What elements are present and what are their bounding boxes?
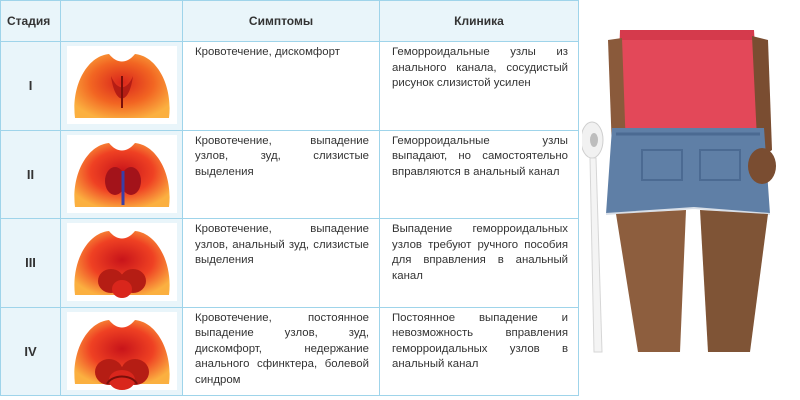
symptoms-cell: Кровотечение, выпадение узлов, зуд, слизистые выделения (183, 130, 380, 219)
table-row (1, 219, 579, 308)
stage-label: IV (1, 307, 61, 396)
symptoms-cell: Кровотечение, дискомфорт (183, 42, 380, 131)
header-illustration (61, 1, 183, 42)
table-row (1, 130, 579, 219)
clinic-cell: Постоянное выпадение и невозможность вправления геморроидальных узлов в анальный канал (380, 307, 579, 396)
header-stage: Стадия (1, 1, 61, 42)
header-symptoms: Симптомы (183, 1, 380, 42)
woman-with-toilet-paper-photo (582, 0, 800, 400)
header-clinic: Клиника (380, 1, 579, 42)
stage-label: I (1, 42, 61, 131)
symptoms-cell: Кровотечение, постоянное выпадение узлов, зуд, дискомфорт, недержание анального сфинктера, болевой синдром (183, 307, 380, 396)
stage-label: III (1, 219, 61, 308)
stage-1-illustration (67, 46, 177, 124)
stage-2-illustration (67, 135, 177, 213)
table-row (1, 307, 579, 396)
table-row (1, 42, 579, 131)
clinic-cell: Геморроидальные узлы выпадают, но самостоятельно вправляются в анальный канал (380, 130, 579, 219)
clinic-cell: Геморроидальные узлы из анального канала, сосудистый рисунок слизистой усилен (380, 42, 579, 131)
symptoms-cell: Кровотечение, выпадение узлов, анальный зуд, слизистые выделения (183, 219, 380, 308)
stage-4-illustration (67, 312, 177, 390)
clinic-cell: Выпадение геморроидальных узлов требуют ручного пособия для вправления в анальный канал (380, 219, 579, 308)
stage-label: II (1, 130, 61, 219)
stage-3-illustration (67, 223, 177, 301)
